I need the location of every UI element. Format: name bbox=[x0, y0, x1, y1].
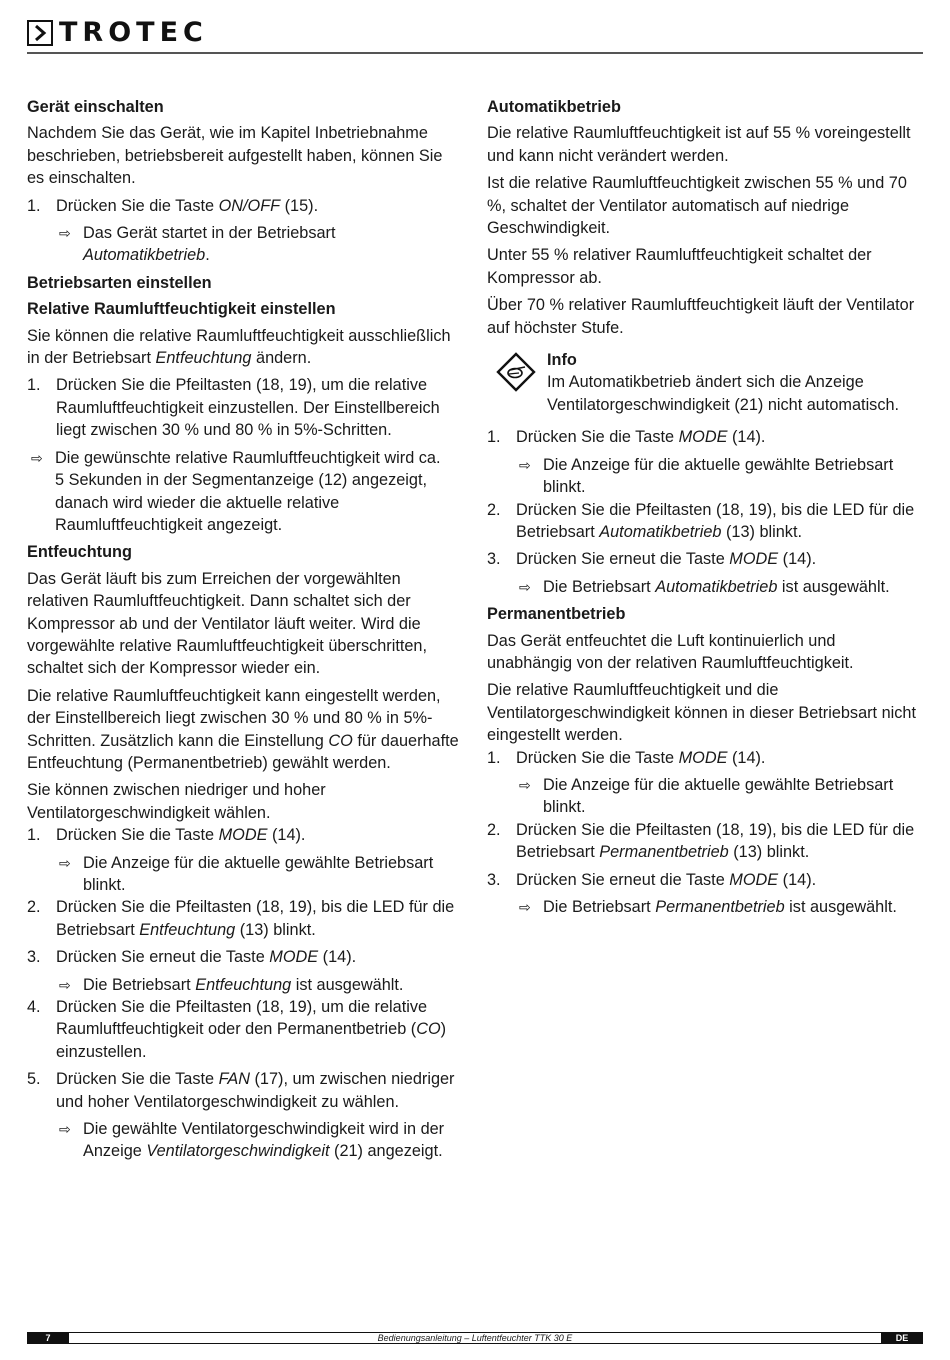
paragraph: Über 70 % relativer Raumluftfeuchtigkeit läuft der Ventilator auf höchster Stufe. bbox=[487, 296, 915, 337]
result-item: ⇨ Die Anzeige für die aktuelle gewählte Betriebsart blinkt. bbox=[59, 853, 434, 894]
arrow-right-icon: ⇨ bbox=[59, 854, 71, 871]
step-item: 1. Drücken Sie die Taste MODE (14). bbox=[487, 748, 766, 767]
brand-logo bbox=[27, 17, 208, 48]
arrow-right-icon: ⇨ bbox=[519, 776, 531, 793]
arrow-right-icon: ⇨ bbox=[519, 578, 531, 595]
arrow-right-icon: ⇨ bbox=[59, 1121, 71, 1138]
result-item: ⇨ Die Betriebsart Entfeuchtung ist ausgewählt. bbox=[27, 974, 463, 996]
heading-permanentbetrieb: Permanentbetrieb bbox=[487, 605, 626, 624]
paragraph: Sie können zwischen niedriger und hoher Ventilatorgeschwindigkeit wählen. bbox=[27, 781, 326, 822]
heading-entfeuchtung: Entfeuchtung bbox=[27, 543, 132, 562]
hand-pointing-icon bbox=[496, 352, 536, 392]
step-item: 2. Drücken Sie die Pfeiltasten (18, 19), bis die LED für die Betriebsart Entfeuchtung (13) blinkt. bbox=[27, 898, 455, 939]
paragraph: Das Gerät läuft bis zum Erreichen der vorgewählten relativen Raumluftfeuchtigkeit. Dann schaltet sich der Kompressor ab und der Ventilator läuft weiter. Wird die vorgewählte relative Raumluftfeuchtigkeit überschritten, schaltet sich der Kompressor wieder ein. bbox=[27, 569, 427, 678]
step-item: 2. Drücken Sie die Pfeiltasten (18, 19), bis die LED für die Betriebsart Permanentbetrieb (13) blinkt. bbox=[487, 820, 915, 862]
step-item: 1. Drücken Sie die Pfeiltasten (18, 19), um die relative Raumluftfeuchtigkeit einzustellen. Der Einstellbereich liegt zwischen 30 % und 80 % in 5%-Schritten. bbox=[27, 376, 440, 440]
paragraph: Das Gerät entfeuchtet die Luft kontinuierlich und unabhängig von der relativen Raumluftfeuchtigkeit. bbox=[487, 631, 854, 672]
heading-betriebsarten: Betriebsarten einstellen bbox=[27, 273, 212, 292]
arrow-right-icon: ⇨ bbox=[519, 456, 531, 473]
step-item: 2. Drücken Sie die Pfeiltasten (18, 19), bis die LED für die Betriebsart Automatikbetrieb (13) blinkt. bbox=[487, 500, 915, 541]
step-item: 4. Drücken Sie die Pfeiltasten (18, 19), um die relative Raumluftfeuchtigkeit oder den Permanentbetrieb (CO) einzustellen. bbox=[27, 998, 447, 1061]
page-number: 7 bbox=[27, 1332, 69, 1344]
heading-automatikbetrieb: Automatikbetrieb bbox=[487, 98, 621, 116]
result-item: ⇨ Das Gerät startet in der Betriebsart Automatikbetrieb. bbox=[59, 224, 336, 265]
footer-title: Bedienungsanleitung – Luftentfeuchter TTK 30 E bbox=[69, 1332, 881, 1344]
brand-name: TROTEC bbox=[59, 17, 208, 48]
step-item: 3. Drücken Sie erneut die Taste MODE (14). bbox=[27, 948, 357, 967]
arrow-right-icon: ⇨ bbox=[31, 449, 43, 466]
right-column bbox=[487, 96, 923, 923]
info-text: Im Automatikbetrieb ändert sich die Anzeige Ventilatorgeschwindigkeit (21) nicht automatisch. bbox=[547, 373, 900, 414]
left-column bbox=[27, 96, 463, 1168]
step-item: 1. Drücken Sie die Taste ON/OFF (15). bbox=[27, 196, 319, 215]
step-item: 3. Drücken Sie erneut die Taste MODE (14). bbox=[487, 870, 817, 889]
step-item: 3. Drücken Sie erneut die Taste MODE (14). bbox=[487, 550, 817, 569]
arrow-right-icon: ⇨ bbox=[59, 976, 71, 993]
info-box bbox=[487, 349, 923, 416]
step-item: 5. Drücken Sie die Taste FAN (17), um zwischen niedriger und hoher Ventilatorgeschwindigkeit zu wählen. bbox=[27, 1070, 455, 1111]
arrow-right-icon: ⇨ bbox=[519, 899, 531, 915]
chevron-right-icon bbox=[27, 20, 53, 46]
result-item: ⇨ Die Betriebsart Permanentbetrieb ist ausgewählt. bbox=[487, 896, 923, 918]
heading-raumluftfeuchtigkeit: Relative Raumluftfeuchtigkeit einstellen bbox=[27, 300, 336, 319]
result-item: ⇨ Die Anzeige für die aktuelle gewählte Betriebsart blinkt. bbox=[519, 455, 894, 497]
page-header bbox=[27, 17, 923, 54]
info-title: Info bbox=[547, 351, 577, 370]
paragraph: Ist die relative Raumluftfeuchtigkeit zwischen 55 % und 70 %, schaltet der Ventilator automatisch auf niedrige Geschwindigkeit. bbox=[487, 174, 907, 238]
page-footer bbox=[27, 1332, 923, 1344]
paragraph: Nachdem Sie das Gerät, wie im Kapitel Inbetriebnahme beschrieben, betriebsbereit aufgestellt haben, können Sie es einschalten. bbox=[27, 124, 443, 188]
language-badge: DE bbox=[881, 1332, 923, 1344]
result-item: ⇨ Die gewünschte relative Raumluftfeuchtigkeit wird ca. 5 Sekunden in der Segmentanzeige (12) angezeigt, danach wird wieder die aktuelle relative Raumluftfeuchtigkeit angezeigt. bbox=[31, 448, 441, 534]
heading-geraet-einschalten: Gerät einschalten bbox=[27, 98, 164, 116]
paragraph: Unter 55 % relativer Raumluftfeuchtigkeit schaltet der Kompressor ab. bbox=[487, 246, 872, 287]
paragraph: Sie können die relative Raumluftfeuchtigkeit ausschließlich in der Betriebsart Entfeuchtung ändern. bbox=[27, 326, 451, 368]
step-item: 1. Drücken Sie die Taste MODE (14). bbox=[27, 826, 306, 845]
arrow-right-icon: ⇨ bbox=[59, 225, 71, 242]
header-divider bbox=[27, 52, 923, 54]
result-item: ⇨ Die gewählte Ventilatorgeschwindigkeit wird in der Anzeige Ventilatorgeschwindigkeit (21) angezeigt. bbox=[59, 1120, 445, 1161]
result-item: ⇨ Die Betriebsart Automatikbetrieb ist ausgewählt. bbox=[487, 576, 923, 598]
step-item: 1. Drücken Sie die Taste MODE (14). bbox=[487, 428, 766, 447]
result-item: ⇨ Die Anzeige für die aktuelle gewählte Betriebsart blinkt. bbox=[519, 775, 894, 817]
paragraph: Die relative Raumluftfeuchtigkeit kann eingestellt werden, der Einstellbereich liegt zwischen 30 % und 80 % in 5%-Schritten. Zusätzlich kann die Einstellung CO für dauerhafte Entfeuchtung (Permanentbetrieb) gewählt werden. bbox=[27, 686, 459, 772]
paragraph: Die relative Raumluftfeuchtigkeit ist auf 55 % voreingestellt und kann nicht verändert werden. bbox=[487, 124, 911, 165]
paragraph: Die relative Raumluftfeuchtigkeit und die Ventilatorgeschwindigkeit können in dieser Betriebsart nicht eingestellt werden. bbox=[487, 681, 916, 745]
